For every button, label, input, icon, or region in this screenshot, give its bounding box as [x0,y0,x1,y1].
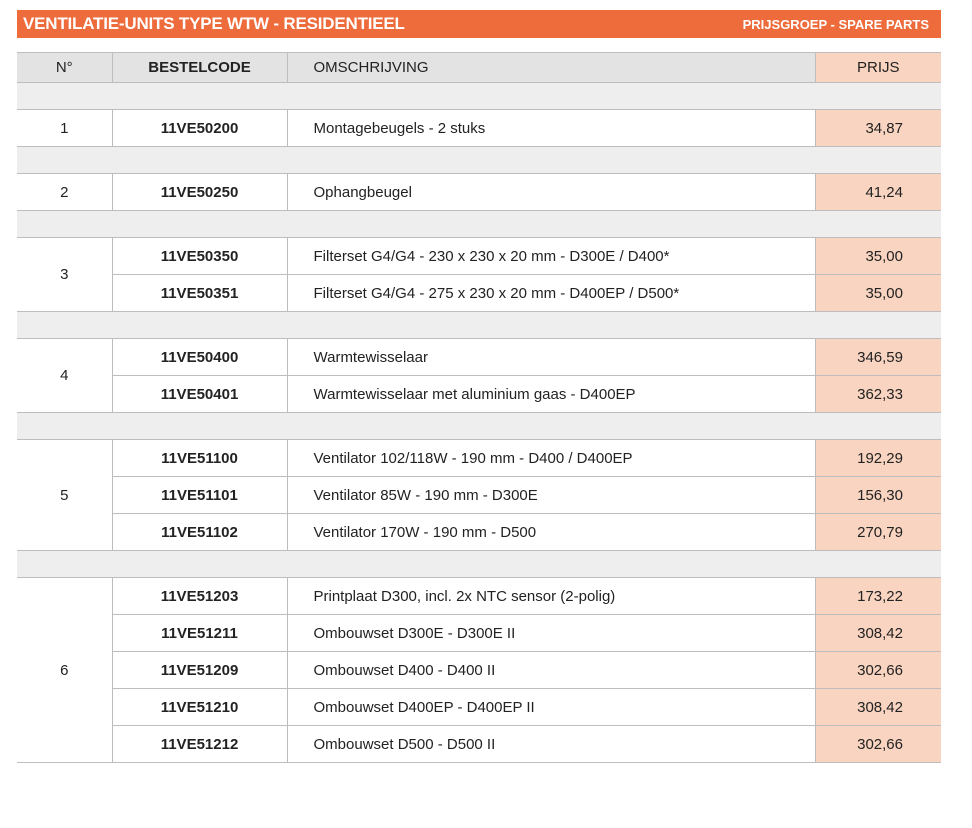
item-price: 362,33 [815,376,941,413]
table-row [17,578,941,615]
item-description: Ombouwset D400 - D400 II [287,652,815,689]
table-row [17,376,941,413]
item-description: Warmtewisselaar met aluminium gaas - D400EP [287,376,815,413]
order-code: 11VE51203 [112,578,287,615]
group-spacer [17,211,941,238]
table-row [17,477,941,514]
group-number: 3 [17,238,112,312]
order-code: 11VE50250 [112,174,287,211]
order-code: 11VE51101 [112,477,287,514]
group-spacer-row [17,312,941,339]
table-row [17,339,941,376]
table-row [17,615,941,652]
order-code: 11VE50351 [112,275,287,312]
order-code: 11VE50400 [112,339,287,376]
item-price: 192,29 [815,440,941,477]
item-price: 35,00 [815,238,941,275]
table-row [17,275,941,312]
order-code: 11VE51100 [112,440,287,477]
section-subtitle: PRIJSGROEP - SPARE PARTS [742,17,929,32]
table-row [17,689,941,726]
table-row [17,514,941,551]
group-number: 5 [17,440,112,551]
group-spacer-row [17,551,941,578]
table-row [17,110,941,147]
item-price: 173,22 [815,578,941,615]
table-row [17,238,941,275]
item-description: Ombouwset D400EP - D400EP II [287,689,815,726]
item-description: Filterset G4/G4 - 230 x 230 x 20 mm - D300E / D400* [287,238,815,275]
order-code: 11VE50200 [112,110,287,147]
order-code: 11VE51209 [112,652,287,689]
group-spacer [17,551,941,578]
item-description: Ventilator 85W - 190 mm - D300E [287,477,815,514]
group-spacer [17,413,941,440]
order-code: 11VE51102 [112,514,287,551]
column-header-nr: N° [17,53,112,83]
item-description: Ventilator 102/118W - 190 mm - D400 / D400EP [287,440,815,477]
item-description: Ombouwset D500 - D500 II [287,726,815,763]
group-number: 6 [17,578,112,763]
item-description: Ventilator 170W - 190 mm - D500 [287,514,815,551]
item-price: 41,24 [815,174,941,211]
order-code: 11VE51212 [112,726,287,763]
item-price: 34,87 [815,110,941,147]
item-description: Ophangbeugel [287,174,815,211]
item-description: Filterset G4/G4 - 275 x 230 x 20 mm - D400EP / D500* [287,275,815,312]
column-header-description: OMSCHRIJVING [287,53,815,83]
order-code: 11VE50350 [112,238,287,275]
group-spacer-row [17,83,941,110]
table-row [17,652,941,689]
group-number: 2 [17,174,112,211]
item-description: Warmtewisselaar [287,339,815,376]
table-row [17,440,941,477]
item-price: 308,42 [815,689,941,726]
section-title: VENTILATIE-UNITS TYPE WTW - RESIDENTIEEL [23,14,405,33]
group-spacer [17,147,941,174]
item-price: 270,79 [815,514,941,551]
order-code: 11VE51211 [112,615,287,652]
item-description: Printplaat D300, incl. 2x NTC sensor (2-polig) [287,578,815,615]
item-description: Ombouwset D300E - D300E II [287,615,815,652]
section-banner [17,10,941,38]
item-price: 156,30 [815,477,941,514]
spare-parts-table [17,52,941,763]
order-code: 11VE50401 [112,376,287,413]
table-row [17,174,941,211]
group-spacer-row [17,413,941,440]
item-description: Montagebeugels - 2 stuks [287,110,815,147]
item-price: 302,66 [815,726,941,763]
header-row [17,53,941,83]
item-price: 308,42 [815,615,941,652]
table-row [17,726,941,763]
group-number: 1 [17,110,112,147]
group-spacer [17,83,941,110]
column-header-code: BESTELCODE [112,53,287,83]
item-price: 346,59 [815,339,941,376]
table-header [17,53,941,83]
group-number: 4 [17,339,112,413]
order-code: 11VE51210 [112,689,287,726]
table-body [17,83,941,763]
column-header-price: PRIJS [815,53,941,83]
group-spacer [17,312,941,339]
group-spacer-row [17,211,941,238]
item-price: 35,00 [815,275,941,312]
group-spacer-row [17,147,941,174]
item-price: 302,66 [815,652,941,689]
